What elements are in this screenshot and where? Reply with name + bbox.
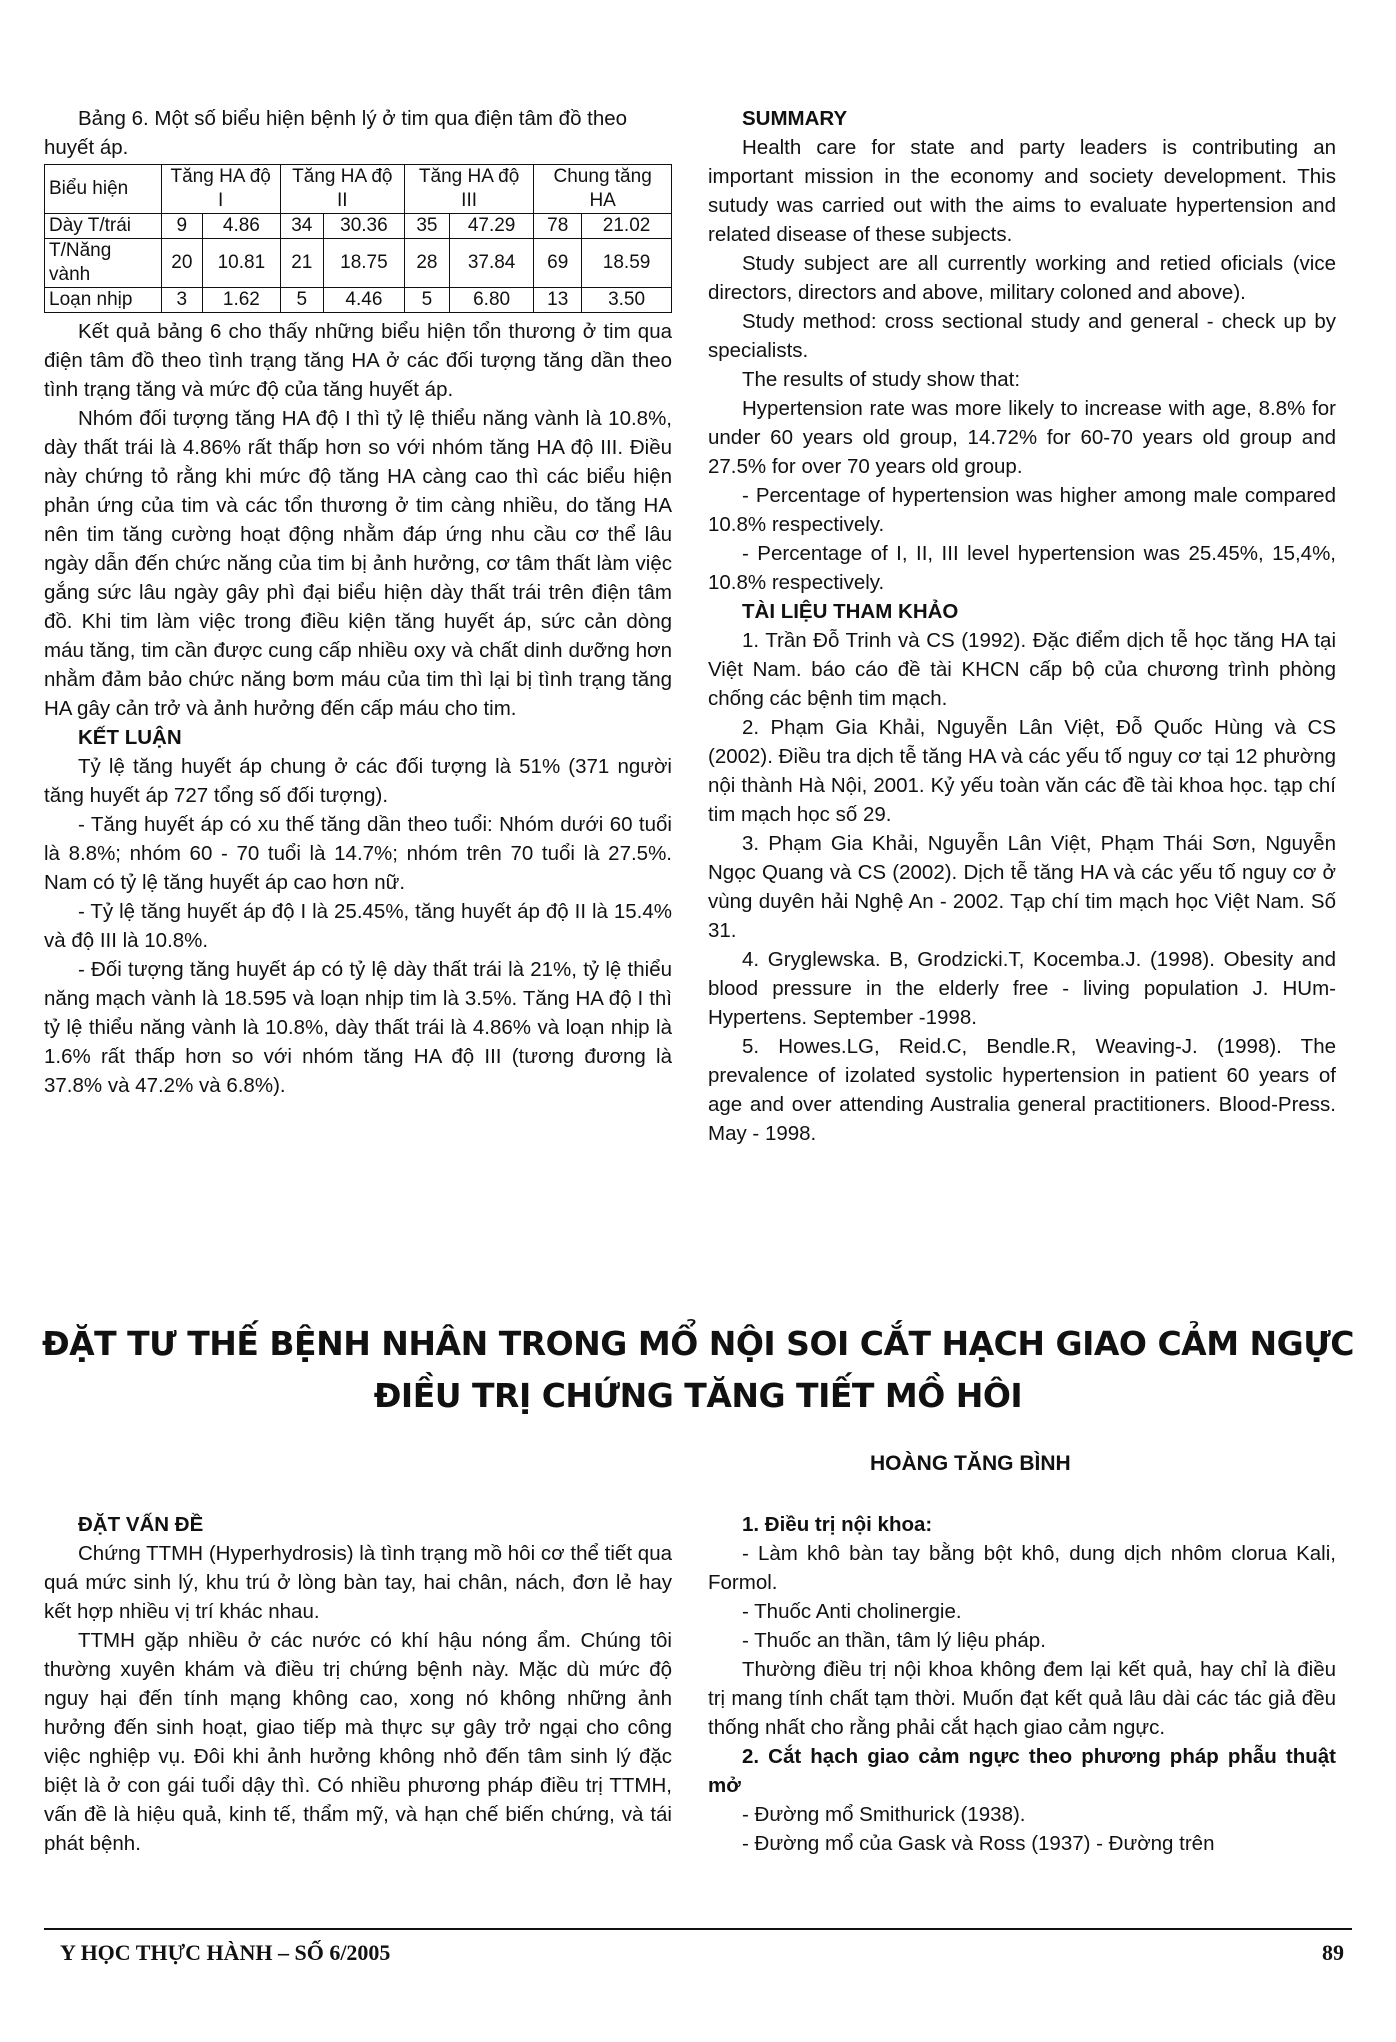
title-line-2: ĐIỀU TRỊ CHỨNG TĂNG TIẾT MỒ HÔI — [373, 1376, 1023, 1415]
paragraph: Tỷ lệ tăng huyết áp chung ở các đối tượng là 51% (371 người tăng huyết áp 727 tổng số đối tượng). — [44, 755, 672, 807]
paragraph: Thường điều trị nội khoa không đem lại kết quả, hay chỉ là điều trị mang tính chất tạm thời. Muốn đạt kết quả lâu dài các tác giả đều thống nhất cho rằng phải cắt hạch giao cảm ngực. — [708, 1658, 1336, 1739]
summary-heading: SUMMARY — [742, 107, 848, 130]
table-cell: 47.29 — [449, 214, 533, 239]
reference-item: 2. Phạm Gia Khải, Nguyễn Lân Việt, Đỗ Quốc Hùng và CS (2002). Điều tra dịch tễ tăng HA và các yếu tố nguy cơ tại 12 phường nội thành Hà Nội, 2001. Kỷ yếu toàn văn các đề tài khoa học. tạp chí tim mạch học số 29. — [708, 716, 1336, 826]
paragraph: - Đối tượng tăng huyết áp có tỷ lệ dày thất trái là 21%, tỷ lệ thiểu năng mạch vành là 18.595 và loạn nhịp tim là 3.5%. Tăng HA độ I thì tỷ lệ thiểu năng vành là 10.8%, dày thất trái là 4.86% và loạn nhịp là 1.6% rất thấp hơn so với nhóm tăng HA độ III (tương đương là 37.8% và 47.2% và 6.8%). — [44, 958, 672, 1097]
table-cell: 6.80 — [449, 288, 533, 313]
table-cell: 3.50 — [582, 288, 672, 313]
paragraph: TTMH gặp nhiều ở các nước có khí hậu nóng ẩm. Chúng tôi thường xuyên khám và điều trị chứng bệnh này. Mặc dù mức độ nguy hại đến tính mạng không cao, xong nó không những ảnh hưởng đến sinh hoạt, giao tiếp mà thực sự gây trở ngại cho công việc nghiệp vụ. Đôi khi ảnh hưởng không nhỏ đến tâm sinh lý đặc biệt là ở con gái tuổi dậy thì. Có nhiều phương pháp điều trị TTMH, vấn đề là hiệu quả, kinh tế, thẩm mỹ, và hạn chế biến chứng, và tái phát bệnh. — [44, 1629, 672, 1855]
table-cell: 35 — [404, 214, 449, 239]
table-row — [45, 239, 672, 288]
table-row — [45, 214, 672, 239]
table-cell: 78 — [534, 214, 582, 239]
subsection-heading: 1. Điều trị nội khoa: — [742, 1513, 933, 1536]
table-cell: 3 — [161, 288, 202, 313]
table-header: Chung tăng HA — [534, 165, 672, 214]
table-cell: 21.02 — [582, 214, 672, 239]
table-cell: 13 — [534, 288, 582, 313]
left-column-lower — [44, 1510, 672, 1858]
paragraph: - Percentage of I, II, III level hypertension was 25.45%, 15,4%, 10.8% respectively. — [708, 542, 1336, 594]
table-cell: 34 — [280, 214, 323, 239]
paragraph: Health care for state and party leaders is contributing an important mission in the economy and society development. This sutudy was carried out with the aims to evaluate hypertension and related disease of these subjects. — [708, 136, 1336, 246]
table-caption: Bảng 6. Một số biểu hiện bệnh lý ở tim qua điện tâm đồ theo huyết áp. — [44, 107, 628, 159]
table-header: Tăng HA độ II — [280, 165, 404, 214]
row-label: T/Năng vành — [45, 239, 162, 288]
table-cell: 18.75 — [323, 239, 404, 288]
table-6 — [44, 164, 672, 313]
table-header: Biểu hiện — [45, 165, 162, 214]
table-row — [45, 288, 672, 313]
table-cell: 20 — [161, 239, 202, 288]
table-cell: 4.86 — [203, 214, 281, 239]
paragraph: - Percentage of hypertension was higher among male compared 10.8% respectively. — [708, 484, 1336, 536]
paragraph: Study subject are all currently working and retied oficials (vice directors, directors and above, military coloned and above). — [708, 252, 1336, 304]
paragraph: Kết quả bảng 6 cho thấy những biểu hiện tổn thương ở tim qua điện tâm đồ theo tình trạng tăng HA ở các đối tượng tăng dần theo tình trạng tăng và mức độ của tăng huyết áp. — [44, 320, 672, 401]
paragraph: - Thuốc Anti cholinergie. — [742, 1600, 962, 1623]
title-line-1: ĐẶT TƯ THẾ BỆNH NHÂN TRONG MỔ NỘI SOI CẮT HẠCH GIAO CẢM NGỰC — [41, 1324, 1355, 1363]
table-cell: 28 — [404, 239, 449, 288]
table-cell: 10.81 — [203, 239, 281, 288]
row-label: Loạn nhịp — [45, 288, 162, 313]
table-cell: 69 — [534, 239, 582, 288]
paragraph: - Thuốc an thần, tâm lý liệu pháp. — [742, 1629, 1046, 1652]
table-cell: 5 — [280, 288, 323, 313]
paragraph: - Đường mổ của Gask và Ross (1937) - Đường trên — [742, 1832, 1215, 1855]
journal-name: Y HỌC THỰC HÀNH – SỐ 6/2005 — [60, 1940, 391, 1965]
table-cell: 9 — [161, 214, 202, 239]
table-cell: 30.36 — [323, 214, 404, 239]
paragraph: The results of study show that: — [742, 368, 1021, 391]
paragraph: - Tăng huyết áp có xu thế tăng dần theo tuổi: Nhóm dưới 60 tuổi là 8.8%; nhóm 60 - 70 tuổi là 14.7%; nhóm trên 70 tuổi là 27.5%. Nam có tỷ lệ tăng huyết áp cao hơn nữ. — [44, 813, 672, 894]
page-number: 89 — [1322, 1940, 1344, 1965]
footer-rule — [44, 1928, 1352, 1930]
reference-item: 4. Gryglewska. B, Grodzicki.T, Kocemba.J. (1998). Obesity and blood pressure in the elderly free - living population J. HUm-Hypertens. September -1998. — [708, 948, 1336, 1029]
reference-item: 5. Howes.LG, Reid.C, Bendle.R, Weaving-J. (1998). The prevalence of izolated systolic hypertension in patient 60 years of age and over attending Australia general practitioners. Blood-Press. May - 1998. — [708, 1035, 1336, 1145]
table-cell: 21 — [280, 239, 323, 288]
right-column-lower — [708, 1510, 1336, 1858]
author-name: HOÀNG TĂNG BÌNH — [870, 1452, 1071, 1475]
table-cell: 5 — [404, 288, 449, 313]
table-header: Tăng HA độ III — [404, 165, 533, 214]
paragraph: Study method: cross sectional study and general - check up by specialists. — [708, 310, 1336, 362]
table-header: Tăng HA độ I — [161, 165, 280, 214]
paragraph: Hypertension rate was more likely to increase with age, 8.8% for under 60 years old group, 14.72% for 60-70 years old group and 27.5% for over 70 years old group. — [708, 397, 1336, 478]
table-cell: 1.62 — [203, 288, 281, 313]
references-heading: TÀI LIỆU THAM KHẢO — [742, 600, 959, 623]
paragraph: - Tỷ lệ tăng huyết áp độ I là 25.45%, tăng huyết áp độ II là 15.4% và độ III là 10.8%. — [44, 900, 672, 952]
reference-item: 1. Trần Đỗ Trinh và CS (1992). Đặc điểm dịch tễ học tăng HA tại Việt Nam. báo cáo đề tài KHCN cấp bộ của chương trình phòng chống các bệnh tim mạch. — [708, 629, 1336, 710]
reference-item: 3. Phạm Gia Khải, Nguyễn Lân Việt, Phạm Thái Sơn, Nguyễn Ngọc Quang và CS (2002). Dịch tễ tăng HA và các yếu tố nguy cơ ở vùng duyên hải Nghệ An - 2002. Tạp chí tim mạch học Việt Nam. Số 31. — [708, 832, 1336, 942]
section-heading: KẾT LUẬN — [78, 726, 182, 749]
paragraph: - Làm khô bàn tay bằng bột khô, dung dịch nhôm clorua Kali, Formol. — [708, 1542, 1336, 1594]
table-header-row — [45, 165, 672, 214]
paragraph: - Đường mổ Smithurick (1938). — [742, 1803, 1026, 1826]
section-heading: ĐẶT VẤN ĐỀ — [78, 1513, 204, 1536]
article-title — [0, 1318, 1396, 1422]
paragraph: Chứng TTMH (Hyperhydrosis) là tình trạng mồ hôi cơ thể tiết qua quá mức sinh lý, khu trú ở lòng bàn tay, hai chân, nách, đơn lẻ hay kết hợp nhiều vị trí khác nhau. — [44, 1542, 672, 1623]
table-cell: 4.46 — [323, 288, 404, 313]
subsection-heading: 2. Cắt hạch giao cảm ngực theo phương pháp phẫu thuật mở — [708, 1745, 1336, 1797]
table-cell: 37.84 — [449, 239, 533, 288]
row-label: Dày T/trái — [45, 214, 162, 239]
table-cell: 18.59 — [582, 239, 672, 288]
right-column-upper — [708, 104, 1336, 1148]
left-column-upper — [44, 104, 672, 1100]
paragraph: Nhóm đối tượng tăng HA độ I thì tỷ lệ thiểu năng vành là 10.8%, dày thất trái là 4.86% rất thấp hơn so với nhóm tăng HA độ III. Điều này chứng tỏ rằng khi mức độ tăng HA càng cao thì các biểu hiện phản ứng của tim và các tổn thương ở tim càng nhiều, do tăng HA nên tim tăng cường hoạt động nhằm đáp ứng nhu cầu cơ thể lâu ngày dẫn đến chức năng của tim bị ảnh hưởng, cơ tâm thất làm việc gắng sức lâu ngày gây phì đại biểu hiện dày thất trái trên điện tâm đồ. Khi tim làm việc trong điều kiện tăng huyết áp, sức cản dòng máu tăng, tim cần được cung cấp nhiều oxy và chất dinh dưỡng hơn nhằm đảm bảo chức năng bơm máu của tim thì lại bị tình trạng tăng HA gây cản trở và ảnh hưởng đến cấp máu cho tim. — [44, 407, 672, 720]
